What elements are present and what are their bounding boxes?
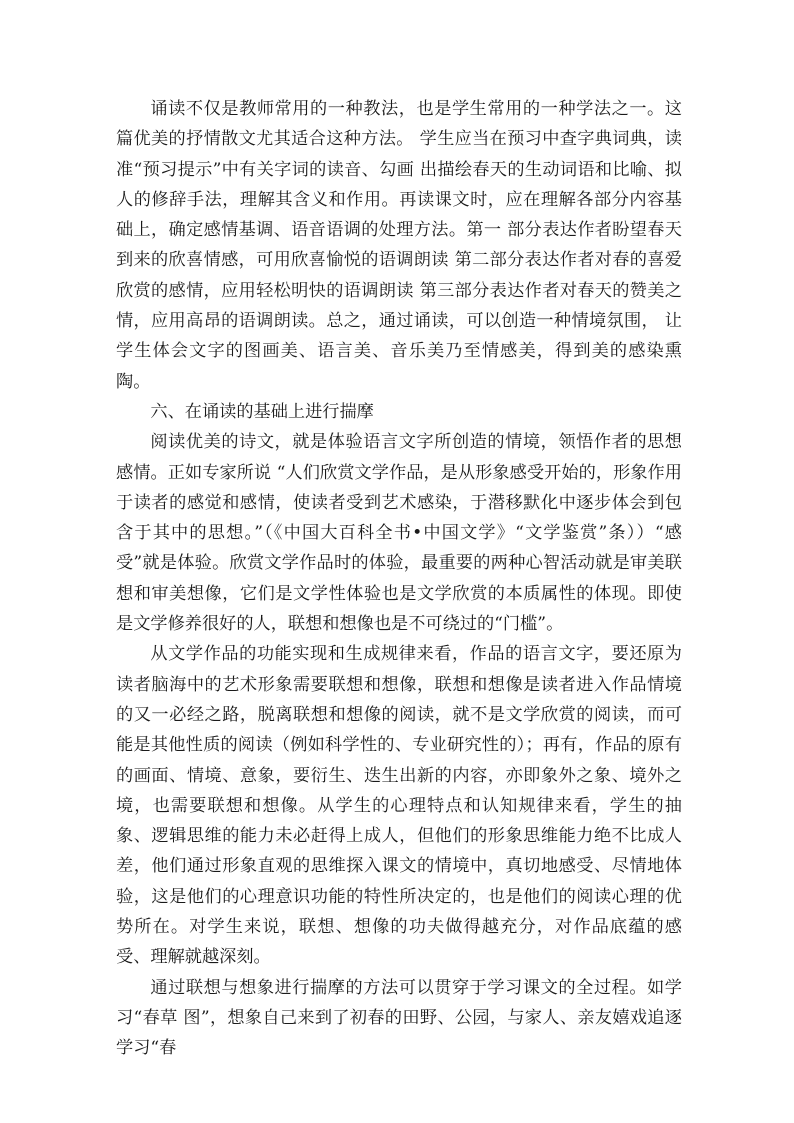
paragraph-recitation: 诵读不仅是教师常用的一种教法，也是学生常用的一种学法之一。这篇优美的抒情散文尤其适合这种方法。 学生应当在预习中查字典词典，读准“预习提示”中有关字词的读音、勾画 出描绘春天的生动词语和比喻、拟人的修辞手法，理解其含义和作用。再读课文时，应在理解各部分内容基础上，确定感情基调、语音语调的处理方法。第一 部分表达作者盼望春天到来的欣喜情感，可用欣喜愉悦的语调朗读 第二部分表达作者对春的喜爱欣赏的感情，应用轻松明快的语调朗读 第三部分表达作者对春天的赞美之情，应用高昂的语调朗读。总之，通过诵读，可以创造一种情境氛围， 让学生体会文字的图画美、语言美、音乐美乃至情感美，得到美的感染熏陶。 <box>116 99 682 392</box>
paragraph-experience: 阅读优美的诗文，就是体验语言文字所创造的情境，领悟作者的思想感情。正如专家所说 “人们欣赏文学作品，是从形象感受开始的，形象作用于读者的感觉和感情，使读者受到艺术感染，于潜移默化中逐步体会到包含于其中的思想。”（《中国大百科全书•中国文学》“文学鉴赏”条））“感受”就是体验。欣赏文学作品时的体验，最重要的两种心智活动就是审美联想和审美想像，它们是文学性体验也是文学欣赏的本质属性的体现。即使是文学修养很好的人，联想和想像也是不可绕过的“门槛”。 <box>116 432 682 635</box>
paragraph-method: 通过联想与想象进行揣摩的方法可以贯穿于学习课文的全过程。如学习“春草 图”，想象自己来到了初春的田野、公园，与家人、亲友嬉戏追逐 学习“春 <box>116 977 682 1059</box>
document-body <box>116 94 682 1064</box>
paragraph-imagination: 从文学作品的功能实现和生成规律来看，作品的语言文字，要还原为读者脑海中的艺术形象需要联想和想像，联想和想像是读者进入作品情境的又一必经之路，脱离联想和想像的阅读，就不是文学欣赏的阅读，而可能是其他性质的阅读（例如科学性的、专业研究性的）；再有，作品的原有的画面、情境、意象，要衍生、迭生出新的内容，亦即象外之象、境外之境，也需要联想和想像。从学生的心理特点和认知规律来看，学生的抽象、逻辑思维的能力未必赶得上成人，但他们的形象思维能力绝不比成人差，他们通过形象直观的思维探入课文的情境中，真切地感受、尽情地体验，这是他们的心理意识功能的特性所决定的，也是他们的阅读心理的优势所在。对学生来说，联想、想像的功夫做得越充分，对作品底蕴的感受、理解就越深刻。 <box>116 644 682 968</box>
section-heading: 六、在诵读的基础上进行揣摩 <box>150 401 374 422</box>
